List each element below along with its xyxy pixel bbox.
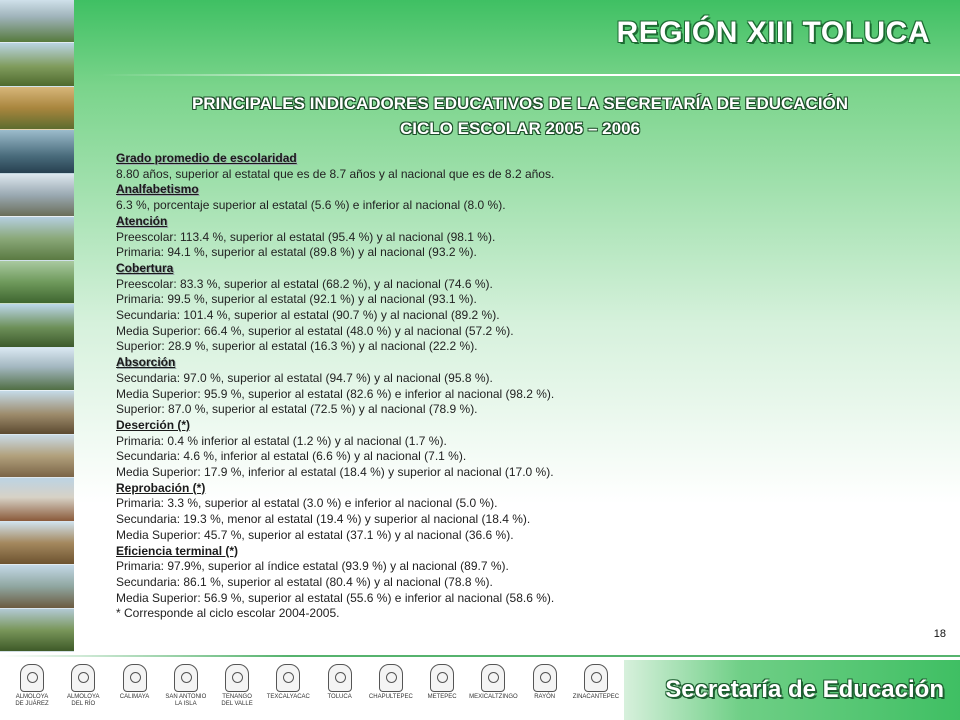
logo-texcalyacac xyxy=(266,664,310,716)
photo-building xyxy=(0,0,74,43)
logo-mexicaltzingo xyxy=(469,664,518,716)
photo-chapel xyxy=(0,565,74,608)
logo-label: RAYÓN xyxy=(534,694,556,700)
logo-label: ALMOLOYA DE JUÁREZ xyxy=(15,694,49,707)
main-title-line2: CICLO ESCOLAR 2005 – 2006 xyxy=(400,119,640,138)
section-analfabetismo xyxy=(116,182,936,213)
rayon-glyph-icon xyxy=(533,664,557,692)
page-number: 18 xyxy=(933,628,946,640)
logo-san-antonio-la-isla xyxy=(164,664,208,716)
section-line: Media Superior: 45.7 %, superior al estatal (37.1 %) y al nacional (36.6 %). xyxy=(116,527,514,542)
section-absorcion xyxy=(116,355,936,418)
main-title-line1: PRINCIPALES INDICADORES EDUCATIVOS DE LA SECRETARÍA DE EDUCACIÓN xyxy=(191,94,849,113)
logo-label: TENANGO DEL VALLE xyxy=(221,694,253,707)
section-heading: Cobertura xyxy=(116,260,174,275)
logo-label: TOLUCA xyxy=(327,694,352,700)
logo-label: ALMOLOYA DEL RÍO xyxy=(66,694,100,707)
photo-town xyxy=(0,217,74,260)
section-line: Primaria: 0.4 % inferior al estatal (1.2 %) y al nacional (1.7 %). xyxy=(116,433,447,448)
section-line: Superior: 87.0 %, superior al estatal (72.5 %) y al nacional (78.9 %). xyxy=(116,402,478,417)
section-heading: Deserción (*) xyxy=(116,417,191,432)
section-heading: Absorción xyxy=(116,355,176,370)
metepec-glyph-icon xyxy=(430,664,454,692)
photo-industry xyxy=(0,174,74,217)
logo-label: CHAPULTEPEC xyxy=(368,694,413,700)
photo-plaza xyxy=(0,435,74,478)
photo-reeds xyxy=(0,87,74,130)
photo-trees xyxy=(0,261,74,304)
section-heading: Analfabetismo xyxy=(116,182,199,197)
logo-label: SAN ANTONIO LA ISLA xyxy=(165,694,207,707)
logo-almoloya-del-rio xyxy=(61,664,105,716)
section-line: Media Superior: 56.9 %, superior al estatal (55.6 %) e inferior al nacional (58.6 %). xyxy=(116,590,555,605)
photo-landscape xyxy=(0,43,74,86)
section-heading: Reprobación (*) xyxy=(116,480,206,495)
section-line: Primaria: 94.1 %, superior al estatal (89.8 %) y al nacional (93.2 %). xyxy=(116,245,477,260)
logo-almoloya-de-juarez xyxy=(10,664,54,716)
logo-label: ZINACANTEPEC xyxy=(572,694,620,700)
municipality-logos xyxy=(10,664,618,716)
section-heading: Eficiencia terminal (*) xyxy=(116,543,239,558)
photo-volcano xyxy=(0,348,74,391)
logo-chapultepec xyxy=(369,664,413,716)
section-line: Preescolar: 113.4 %, superior al estatal (95.4 %) y al nacional (98.1 %). xyxy=(116,229,496,244)
section-line: Secundaria: 101.4 %, superior al estatal (90.7 %) y al nacional (89.2 %). xyxy=(116,308,500,323)
secretaria-label: Secretaría de Educación xyxy=(665,676,944,703)
photo-strip xyxy=(0,0,74,652)
section-line: 6.3 %, porcentaje superior al estatal (5.6 %) e inferior al nacional (8.0 %). xyxy=(116,198,506,213)
texcalyacac-glyph-icon xyxy=(276,664,300,692)
logo-toluca xyxy=(318,664,362,716)
photo-street xyxy=(0,391,74,434)
section-eficiencia xyxy=(116,544,936,623)
section-desercion xyxy=(116,418,936,481)
almoloya-del-rio-glyph-icon xyxy=(71,664,95,692)
section-heading: Atención xyxy=(116,213,168,228)
photo-church xyxy=(0,478,74,521)
logo-rayon xyxy=(523,664,567,716)
san-antonio-la-isla-glyph-icon xyxy=(174,664,198,692)
footer-divider xyxy=(0,655,960,657)
tenango-del-valle-glyph-icon xyxy=(225,664,249,692)
photo-bridge xyxy=(0,304,74,347)
chapultepec-glyph-icon xyxy=(379,664,403,692)
section-line: Superior: 28.9 %, superior al estatal (16.3 %) y al nacional (22.2 %). xyxy=(116,339,478,354)
section-cobertura xyxy=(116,261,936,355)
logo-calimaya xyxy=(113,664,157,716)
logo-label: TEXCALYACAC xyxy=(266,694,310,700)
section-line: Secundaria: 19.3 %, menor al estatal (19.4 %) y superior al nacional (18.4 %). xyxy=(116,512,531,527)
section-line: Primaria: 99.5 %, superior al estatal (92.1 %) y al nacional (93.1 %). xyxy=(116,292,477,307)
logo-label: MEXICALTZINGO xyxy=(469,694,518,700)
logo-zinacantepec xyxy=(574,664,618,716)
almoloya-de-juarez-glyph-icon xyxy=(20,664,44,692)
section-atencion xyxy=(116,214,936,261)
logo-label: CALIMAYA xyxy=(119,694,150,700)
section-line: Media Superior: 66.4 %, superior al estatal (48.0 %) y al nacional (57.2 %). xyxy=(116,323,514,338)
logo-metepec xyxy=(420,664,464,716)
section-escolaridad xyxy=(116,151,936,182)
mexicaltzingo-glyph-icon xyxy=(481,664,505,692)
toluca-glyph-icon xyxy=(328,664,352,692)
section-line: Secundaria: 97.0 %, superior al estatal (94.7 %) y al nacional (95.8 %). xyxy=(116,370,493,385)
section-heading: Grado promedio de escolaridad xyxy=(116,151,297,165)
zinacantepec-glyph-icon xyxy=(584,664,608,692)
section-line: Secundaria: 4.6 %, inferior al estatal (6.6 %) y al nacional (7.1 %). xyxy=(116,449,467,464)
photo-arches xyxy=(0,522,74,565)
photo-field xyxy=(0,609,74,652)
logo-tenango-del-valle xyxy=(215,664,259,716)
footnote: * Corresponde al ciclo escolar 2004-2005. xyxy=(116,606,340,621)
photo-boat xyxy=(0,130,74,173)
section-line: Media Superior: 17.9 %, inferior al estatal (18.4 %) y superior al nacional (17.0 %). xyxy=(116,465,554,480)
section-line: Primaria: 3.3 %, superior al estatal (3.0 %) e inferior al nacional (5.0 %). xyxy=(116,496,498,511)
header-divider xyxy=(100,74,960,76)
logo-label: METEPEC xyxy=(427,694,457,700)
section-line: Secundaria: 86.1 %, superior al estatal (80.4 %) y al nacional (78.8 %). xyxy=(116,574,493,589)
section-line: 8.80 años, superior al estatal que es de 8.7 años y al nacional que es de 8.2 años. xyxy=(116,166,555,181)
calimaya-glyph-icon xyxy=(123,664,147,692)
section-reprobacion xyxy=(116,481,936,544)
section-line: Primaria: 97.9%, superior al índice estatal (93.9 %) y al nacional (89.7 %). xyxy=(116,559,509,574)
indicators-content xyxy=(116,151,936,622)
region-title: REGIÓN XIII TOLUCA xyxy=(616,16,930,49)
section-line: Preescolar: 83.3 %, superior al estatal (68.2 %), y al nacional (74.6 %). xyxy=(116,276,493,291)
section-line: Media Superior: 95.9 %, superior al estatal (82.6 %) e inferior al nacional (98.2 %). xyxy=(116,386,555,401)
